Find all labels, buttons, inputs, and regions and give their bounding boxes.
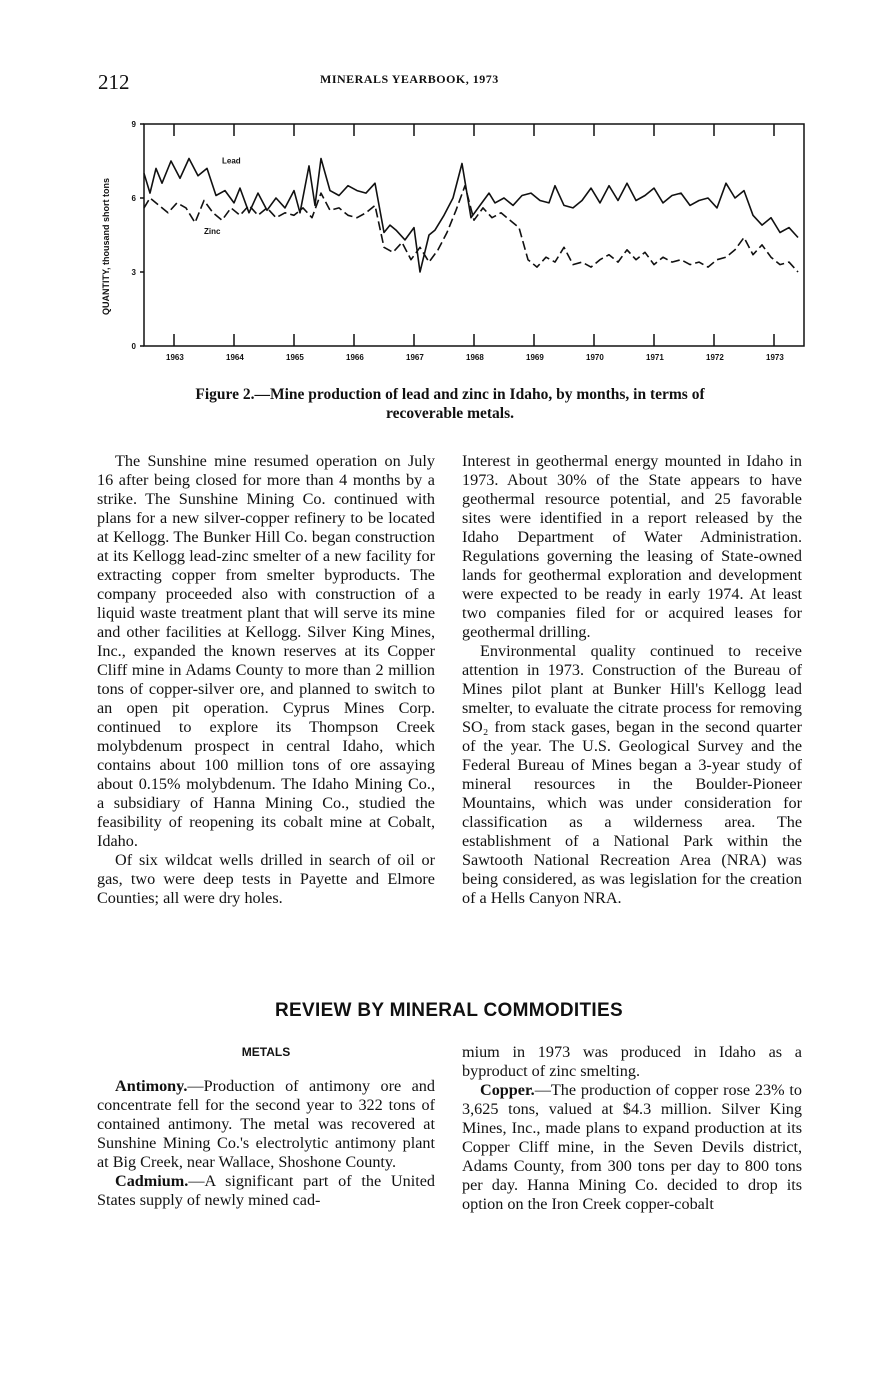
series-layer (144, 159, 798, 273)
x-tick-label: 1971 (646, 353, 664, 362)
paragraph-geothermal: Interest in geothermal energy mounted in Idaho in 1973. About 30% of the State appears to have geothermal resource potential, and 25 favorable sites were identified in a report released by the Idaho Department of Water Administration. Regulations governing the leasing of State-owned lands for geothermal exploration and development were expected to be ready in early 1974. At least two companies filed for or acquired leases for geothermal drilling. (462, 452, 802, 641)
series-line-zinc (144, 186, 798, 272)
paragraph-cadmium (97, 1172, 435, 1210)
copper-heading: Copper. (480, 1081, 535, 1099)
paragraph-sunshine: The Sunshine mine resumed operation on July 16 after being closed for more than 4 months by a strike. The Sunshine Mining Co. continued with plans for a new silver-copper refinery to be located at Kellogg. The Bunker Hill Co. began construction at its Kellogg lead-zinc smelter of a new facility for extracting copper from smelter byproducts. The company proceeded also with construction of a liquid waste treatment plant that will serve its mine and other facilities at Kellogg. Silver King Mines, Inc., expanded the known reserves at its Copper Cliff mine in Adams County to more than 2 million tons of copper-silver ore, and planned to switch to an open pit operation. Cyprus Mines Corp. continued to explore its Thompson Creek molybdenum prospect in central Idaho, which contains about 100 million tons of ore assaying about 0.15% molybdenum. The Idaho Mining Co., a subsidiary of Hanna Mining Co., studied the feasibility of reopening its cobalt mine at Cobalt, Idaho. (97, 452, 435, 850)
line-chart (96, 110, 816, 380)
cadmium-heading: Cadmium. (115, 1172, 189, 1190)
series-line-lead (144, 159, 798, 273)
paragraph-cadmium-continued: mium in 1973 was produced in Idaho as a byproduct of zinc smelting. (462, 1043, 802, 1080)
antimony-text: —Production of antimony ore and concentrate fell for the second year to 322 tons of contained antimony. The metal was recovered at Sunshine Mining Co.'s electrolytic antimony plant at Big Creek, near Wallace, Shoshone County. (97, 1077, 435, 1171)
labels-layer (204, 156, 241, 235)
x-tick-label: 1963 (166, 353, 184, 362)
x-tick-label: 1970 (586, 353, 604, 362)
paragraph-environmental: Environmental quality continued to receive attention in 1973. Construction of the Bureau of Mines pilot plant at Bunker Hill's Kellogg lead smelter, to evaluate the citrate process for removing SO₂ from stack gases, began in the second quarter of the year. The U.S. Geological Survey and the Federal Bureau of Mines began a 3-year study of mineral resources in the Boulder-Pioneer Mountains, which was under consideration for classification as a wilderness area. The establishment of a National Park within the Sawtooth National Recreation Area (NRA) was being considered, as was legislation for the creation of a Hells Canyon NRA. (462, 642, 802, 907)
x-tick-label: 1966 (346, 353, 364, 362)
plot-frame (144, 124, 804, 346)
y-tick-label: 9 (131, 120, 136, 129)
x-tick-label: 1973 (766, 353, 784, 362)
figure-2-chart (96, 110, 816, 380)
body-column-right-top (462, 452, 802, 908)
figure-caption: Figure 2.—Mine production of lead and zinc in Idaho, by months, in terms of recoverable metals. (195, 386, 705, 422)
x-tick-label: 1972 (706, 353, 724, 362)
running-head: MINERALS YEARBOOK, 1973 (320, 72, 499, 86)
y-tick-label: 6 (131, 194, 136, 203)
series-label-zinc: Zinc (204, 226, 221, 236)
x-tick-label: 1967 (406, 353, 424, 362)
paragraph-antimony (97, 1077, 435, 1172)
y-tick-label: 3 (131, 268, 136, 277)
y-axis-label: QUANTITY, thousand short tons (101, 178, 111, 315)
body-column-left-top (97, 452, 435, 908)
cadmium-text: —A significant part of the United States supply of newly mined cad- (97, 1172, 435, 1209)
x-tick-label: 1965 (286, 353, 304, 362)
paragraph-copper (462, 1081, 802, 1214)
y-axis-ticks (132, 120, 144, 351)
antimony-heading: Antimony. (115, 1077, 188, 1095)
copper-text: —The production of copper rose 23% to 3,625 tons, valued at $4.3 million. Silver King Mines, Inc., made plans to expand production at its Copper Cliff mine, in the Seven Devils district, Adams County, from 300 tons per day to 800 tons per day. Hanna Mining Co. decided to drop its option on the Iron Creek copper-cobalt (462, 1081, 802, 1213)
x-tick-label: 1964 (226, 353, 244, 362)
body-column-left-bottom (97, 1077, 435, 1210)
x-tick-label: 1969 (526, 353, 544, 362)
y-tick-label: 0 (131, 342, 136, 351)
series-label-lead: Lead (222, 156, 241, 166)
paragraph-wildcat-wells: Of six wildcat wells drilled in search of oil or gas, two were deep tests in Payette and Elmore Counties; all were dry holes. (97, 851, 435, 907)
x-axis-ticks (166, 124, 784, 362)
section-heading: REVIEW BY MINERAL COMMODITIES (275, 1000, 623, 1021)
subheading-metals: METALS (241, 1045, 291, 1059)
page-number: 212 (98, 70, 130, 94)
body-column-right-bottom (462, 1043, 802, 1214)
x-tick-label: 1968 (466, 353, 484, 362)
